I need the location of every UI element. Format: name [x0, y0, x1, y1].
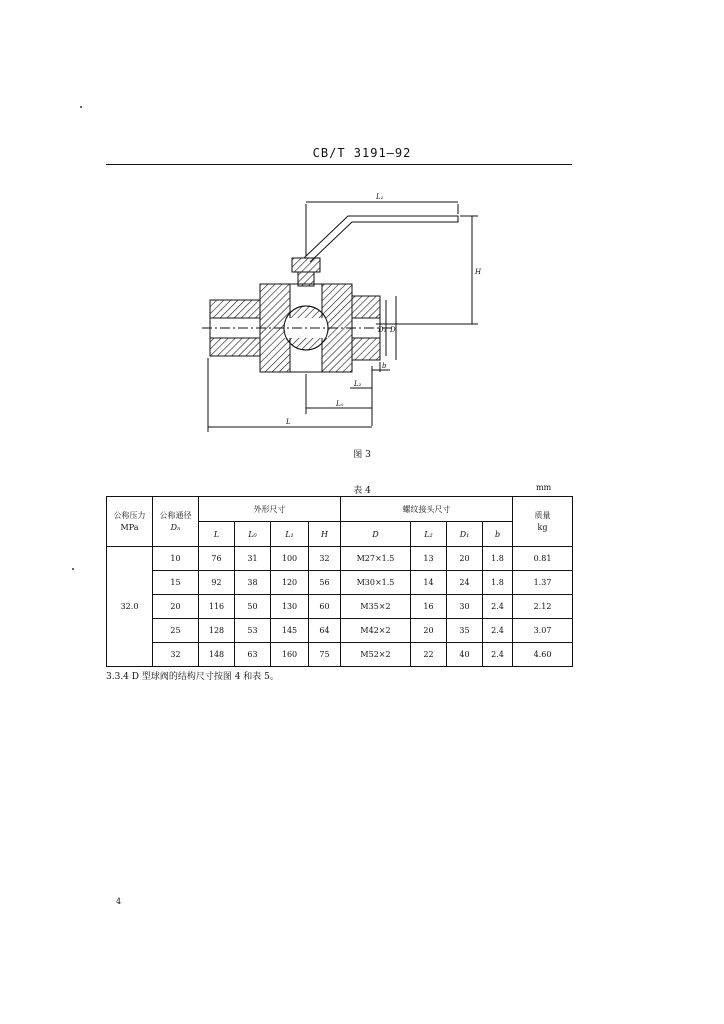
label-l: L: [286, 418, 291, 426]
table-cell: 120: [271, 571, 309, 595]
table-cell: 2.12: [513, 595, 573, 619]
dimension-table: [106, 496, 573, 667]
table-cell: 53: [235, 619, 271, 643]
table-cell: 32: [153, 643, 199, 667]
header-pressure-label: 公称压力: [113, 510, 146, 520]
label-l1: L₁: [376, 193, 384, 201]
table-cell: 160: [271, 643, 309, 667]
label-l2: L₂: [354, 380, 362, 388]
table-cell: 16: [411, 595, 447, 619]
header-pressure: [107, 497, 153, 547]
table-cell: 2.4: [483, 595, 513, 619]
table-cell: 30: [447, 595, 483, 619]
header-thread: 螺纹接头尺寸: [341, 497, 513, 522]
table-cell: 20: [153, 595, 199, 619]
table-cell: 50: [235, 595, 271, 619]
table-cell: 2.4: [483, 619, 513, 643]
table-cell: 1.37: [513, 571, 573, 595]
header-dn: [153, 497, 199, 547]
ball-valve-drawing: [196, 186, 506, 441]
table-cell: 1.8: [483, 547, 513, 571]
stem-nut: [292, 258, 320, 272]
header-mass: [513, 497, 573, 547]
table-cell: 10: [153, 547, 199, 571]
subheader-b: b: [483, 522, 513, 547]
label-l0: L₀: [336, 400, 344, 408]
table-cell: 63: [235, 643, 271, 667]
label-d: D: [390, 326, 396, 334]
table-row: [107, 643, 573, 667]
header-dn-symbol: Dₙ: [170, 522, 181, 532]
table-cell: 130: [271, 595, 309, 619]
table-cell: 100: [271, 547, 309, 571]
table-cell: 2.4: [483, 643, 513, 667]
table-cell: 1.8: [483, 571, 513, 595]
scan-speck: [80, 106, 82, 108]
label-h: H: [475, 268, 482, 276]
header-rule: [106, 164, 572, 165]
subheader-d: D: [341, 522, 411, 547]
table-cell: 60: [309, 595, 341, 619]
subheader-l2: L₂: [411, 522, 447, 547]
subheader-h: H: [309, 522, 341, 547]
table-cell: 25: [153, 619, 199, 643]
table-cell: 35: [447, 619, 483, 643]
label-b: b: [382, 362, 387, 370]
table-cell: 38: [235, 571, 271, 595]
table-cell: 148: [199, 643, 235, 667]
label-d1: D₁: [378, 326, 387, 334]
table-cell: M42×2: [341, 619, 411, 643]
clause-note: 3.3.4 D 型球阀的结构尺寸按图 4 和表 5。: [106, 672, 279, 682]
table-cell: M30×1.5: [341, 571, 411, 595]
table-row: [107, 547, 573, 571]
subheader-l: L: [199, 522, 235, 547]
table-cell: 32: [309, 547, 341, 571]
table-cell: M35×2: [341, 595, 411, 619]
table-cell: 20: [447, 547, 483, 571]
table-cell: 31: [235, 547, 271, 571]
subheader-l1: L₁: [271, 522, 309, 547]
pressure-cell: 32.0: [107, 547, 153, 667]
table-cell: 92: [199, 571, 235, 595]
table-cell: 13: [411, 547, 447, 571]
table-cell: 0.81: [513, 547, 573, 571]
header-mass-unit: kg: [537, 522, 548, 532]
scan-speck: [72, 568, 74, 570]
table-title: 表 4: [353, 486, 371, 496]
header-mass-label: 质量: [534, 510, 551, 520]
table-row: [107, 619, 573, 643]
table-cell: 3.07: [513, 619, 573, 643]
table-cell: 116: [199, 595, 235, 619]
table-cell: 14: [411, 571, 447, 595]
table-cell: 15: [153, 571, 199, 595]
table-cell: 20: [411, 619, 447, 643]
page-header: CB/T 3191—92: [312, 146, 412, 160]
table-cell: 145: [271, 619, 309, 643]
subheader-l0: L₀: [235, 522, 271, 547]
table-cell: M27×1.5: [341, 547, 411, 571]
table-cell: 128: [199, 619, 235, 643]
header-dn-label: 公称通径: [159, 510, 192, 520]
table-cell: 64: [309, 619, 341, 643]
table-cell: 4.60: [513, 643, 573, 667]
table-unit: mm: [536, 483, 552, 492]
table-cell: 24: [447, 571, 483, 595]
header-outline: 外形尺寸: [199, 497, 341, 522]
valve-handle: [304, 216, 458, 262]
table-cell: 76: [199, 547, 235, 571]
table-row: [107, 571, 573, 595]
table-cell: 40: [447, 643, 483, 667]
table-cell: M52×2: [341, 643, 411, 667]
table-row: [107, 595, 573, 619]
header-pressure-unit: MPa: [120, 522, 139, 532]
table-cell: 56: [309, 571, 341, 595]
figure-caption: 图 3: [353, 450, 371, 460]
subheader-d1: D₁: [447, 522, 483, 547]
page-number: 4: [116, 897, 122, 906]
table-cell: 75: [309, 643, 341, 667]
table-cell: 22: [411, 643, 447, 667]
